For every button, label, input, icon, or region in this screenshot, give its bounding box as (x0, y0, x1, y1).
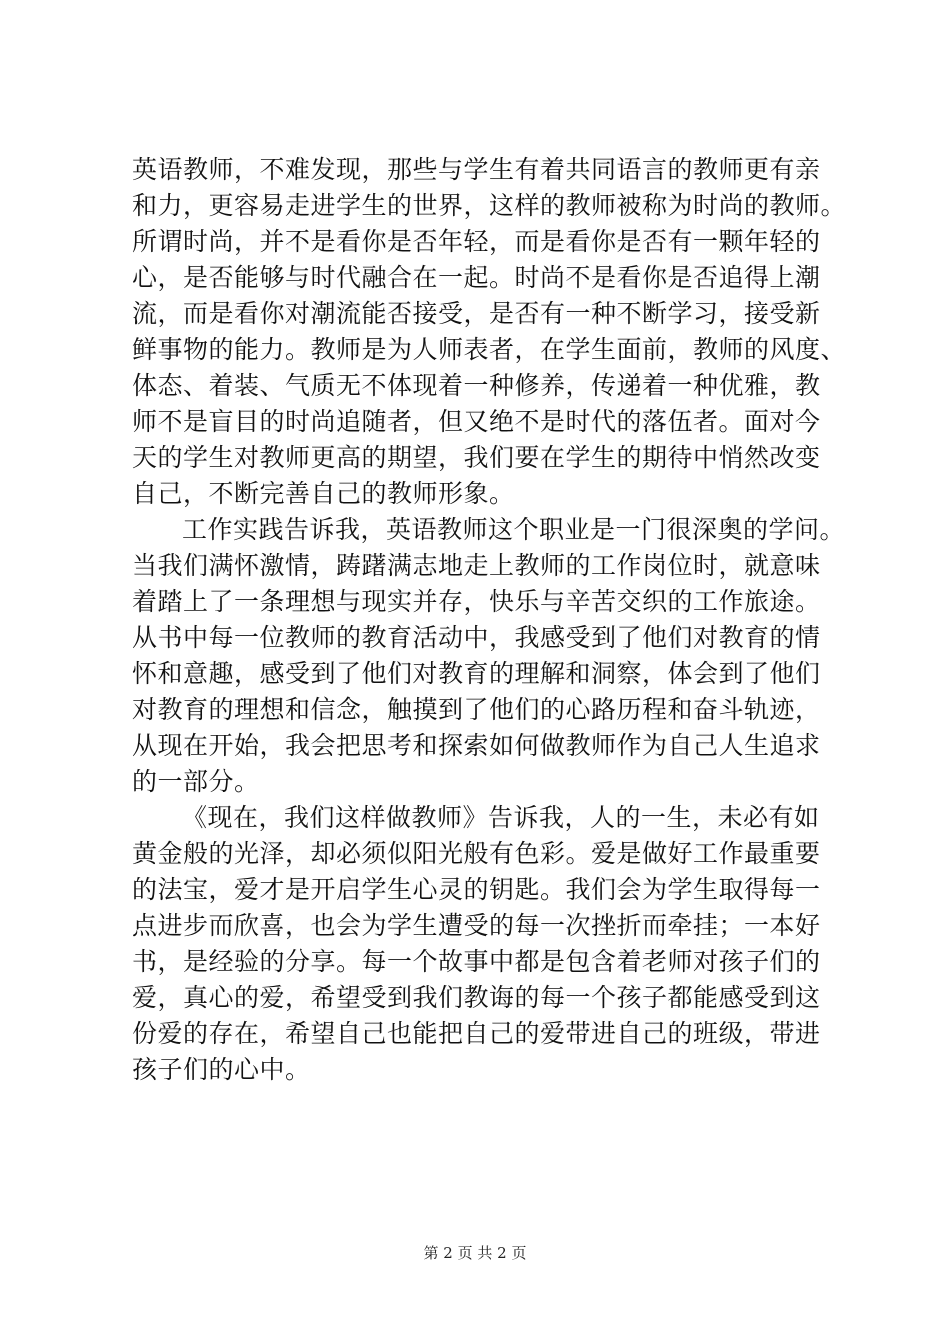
text-line: 和力，更容易走进学生的世界，这样的教师被称为时尚的教师。 (132, 191, 847, 220)
text-line: 份爱的存在，希望自己也能把自己的爱带进自己的班级，带进 (132, 1019, 821, 1048)
text-line: 的一部分。 (132, 767, 260, 796)
text-line: 所谓时尚，并不是看你是否年轻，而是看你是否有一颗年轻的 (132, 227, 821, 256)
text-line: 当我们满怀激情，踌躇满志地走上教师的工作岗位时，就意味 (132, 551, 821, 580)
text-line: 书，是经验的分享。每一个故事中都是包含着老师对孩子们的 (132, 947, 821, 976)
text-line: 对教育的理想和信念，触摸到了他们的心路历程和奋斗轨迹， (132, 695, 821, 724)
text-line: 从现在开始，我会把思考和探索如何做教师作为自己人生追求 (132, 731, 821, 760)
page-number-footer: 第 2 页 共 2 页 (423, 1244, 527, 1262)
text-line: 英语教师，不难发现，那些与学生有着共同语言的教师更有亲 (132, 155, 821, 184)
text-line: 自己，不断完善自己的教师形象。 (132, 479, 515, 508)
text-line: 从书中每一位教师的教育活动中，我感受到了他们对教育的情 (132, 623, 821, 652)
text-line: 怀和意趣，感受到了他们对教育的理解和洞察，体会到了他们 (132, 659, 821, 688)
text-line: 天的学生对教师更高的期望，我们要在学生的期待中悄然改变 (132, 443, 821, 472)
text-line: 体态、着装、气质无不体现着一种修养，传递着一种优雅，教 (132, 371, 821, 400)
body-text (132, 152, 847, 1088)
text-line: 孩子们的心中。 (132, 1055, 311, 1084)
text-line: 心，是否能够与时代融合在一起。时尚不是看你是否追得上潮 (132, 263, 821, 292)
text-line: 流，而是看你对潮流能否接受，是否有一种不断学习，接受新 (132, 299, 821, 328)
paragraph-start-line: 《现在，我们这样做教师》告诉我，人的一生，未必有如 (182, 803, 820, 832)
text-line: 鲜事物的能力。教师是为人师表者，在学生面前，教师的风度、 (132, 335, 847, 364)
text-line: 黄金般的光泽，却必须似阳光般有色彩。爱是做好工作最重要 (132, 839, 821, 868)
text-line: 师不是盲目的时尚追随者，但又绝不是时代的落伍者。面对今 (132, 407, 821, 436)
text-line: 点进步而欣喜，也会为学生遭受的每一次挫折而牵挂；一本好 (132, 911, 821, 940)
text-line: 爱，真心的爱，希望受到我们教诲的每一个孩子都能感受到这 (132, 983, 821, 1012)
paragraph-start-line: 工作实践告诉我，英语教师这个职业是一门很深奥的学问。 (182, 515, 846, 544)
text-line: 着踏上了一条理想与现实并存，快乐与辛苦交织的工作旅途。 (132, 587, 821, 616)
text-line: 的法宝，爱才是开启学生心灵的钥匙。我们会为学生取得每一 (132, 875, 821, 904)
